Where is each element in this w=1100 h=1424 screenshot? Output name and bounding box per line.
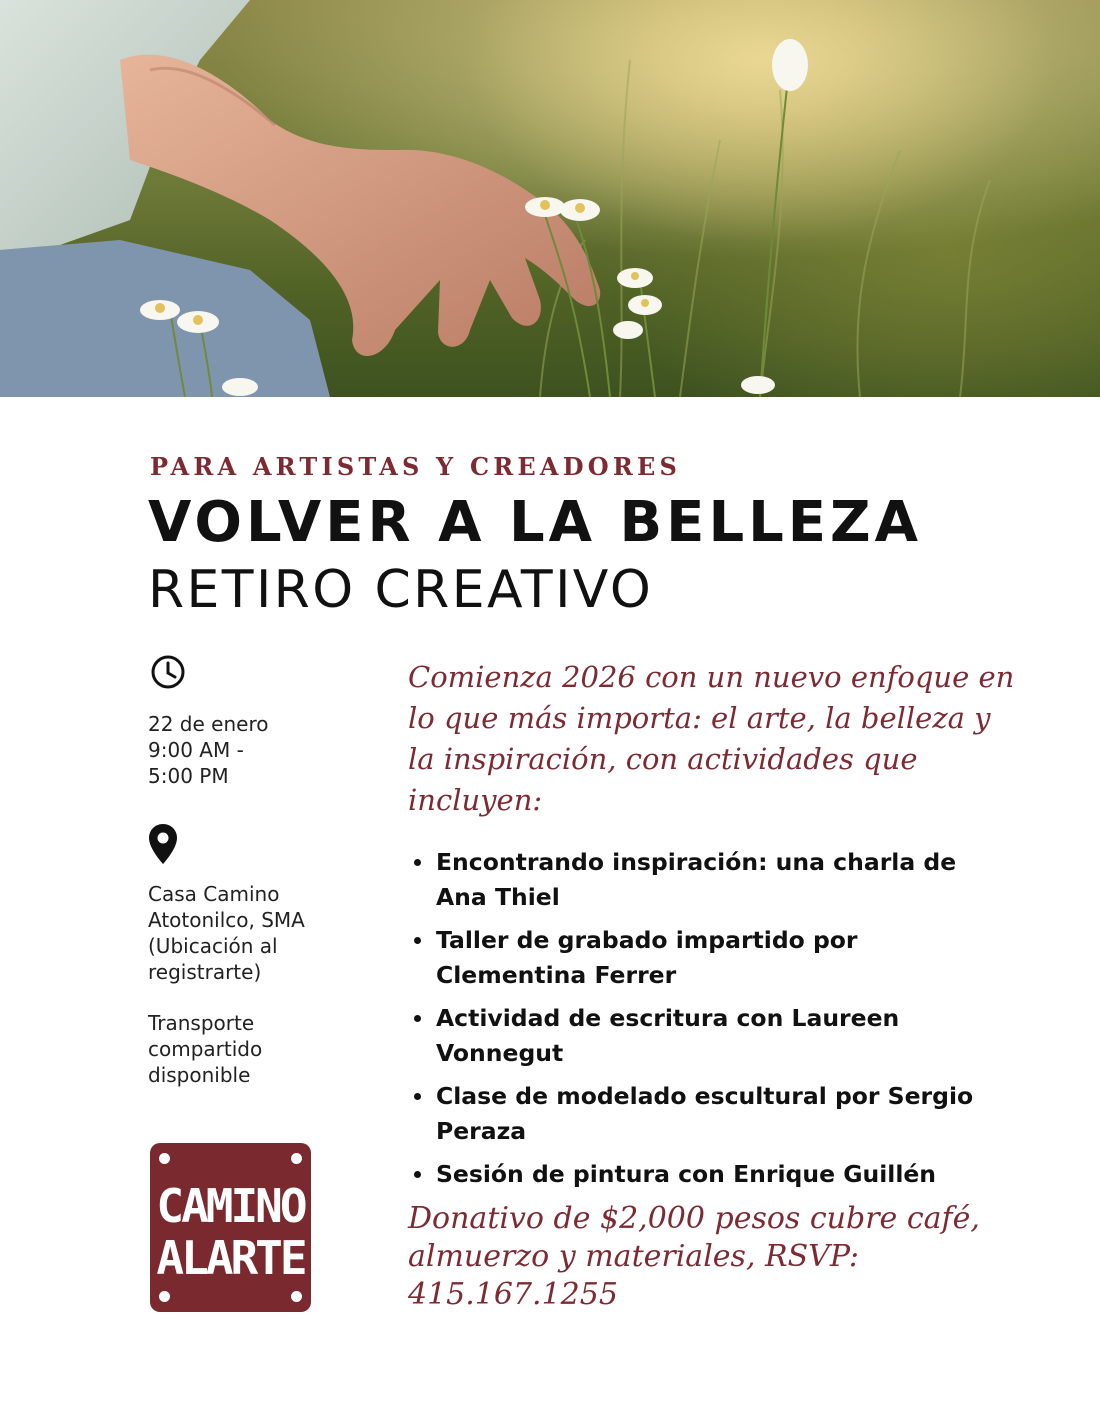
donation-rsvp-text: Donativo de $2,000 pesos cubre café, almuerzo y materiales, RSVP: 415.167.1255 — [408, 1201, 980, 1312]
logo-rivet — [159, 1153, 170, 1164]
event-date: 22 de enero — [148, 712, 269, 736]
activities-list — [412, 845, 1012, 1200]
transport-line: disponible — [148, 1063, 251, 1087]
logo-text: ALARTE — [156, 1231, 305, 1285]
hand-in-flowers-illustration — [0, 0, 1100, 397]
location-line: (Ubicación al — [148, 934, 278, 958]
list-item: Actividad de escritura con Laureen Vonnegut — [412, 1001, 1012, 1071]
clock-icon — [150, 654, 186, 690]
logo-rivet — [291, 1153, 302, 1164]
transport-info — [148, 1010, 262, 1088]
schedule-info — [148, 711, 268, 789]
list-item: Sesión de pintura con Enrique Guillén — [412, 1157, 1012, 1192]
location-line: registrarte) — [148, 960, 262, 984]
location-line: Casa Camino — [148, 882, 280, 906]
logo-text: CAMINO — [156, 1179, 305, 1233]
location-line: Atotonilco, SMA — [148, 908, 305, 932]
page-title: VOLVER A LA BELLEZA — [148, 490, 923, 555]
map-pin-icon — [148, 823, 178, 865]
eyebrow-text: PARA ARTISTAS Y CREADORES — [150, 452, 681, 481]
hero-photo — [0, 0, 1100, 397]
camino-al-arte-logo — [150, 1143, 311, 1312]
list-item: Encontrando inspiración: una charla de Ana Thiel — [412, 845, 1012, 915]
logo-rivet — [291, 1291, 302, 1302]
list-item: Clase de modelado escultural por Sergio Peraza — [412, 1079, 1012, 1149]
transport-line: compartido — [148, 1037, 263, 1061]
event-time-end: 5:00 PM — [148, 764, 229, 788]
location-info — [148, 881, 305, 985]
logo-rivet — [159, 1291, 170, 1302]
list-item: Taller de grabado impartido por Clementina Ferrer — [412, 923, 1012, 993]
page-subtitle: RETIRO CREATIVO — [148, 560, 654, 620]
intro-text: Comienza 2026 con un nuevo enfoque en lo que más importa: el arte, la belleza y la inspiración, con actividades que incluyen: — [408, 660, 1015, 817]
transport-line: Transporte — [148, 1011, 255, 1035]
event-time-start: 9:00 AM - — [148, 738, 244, 762]
